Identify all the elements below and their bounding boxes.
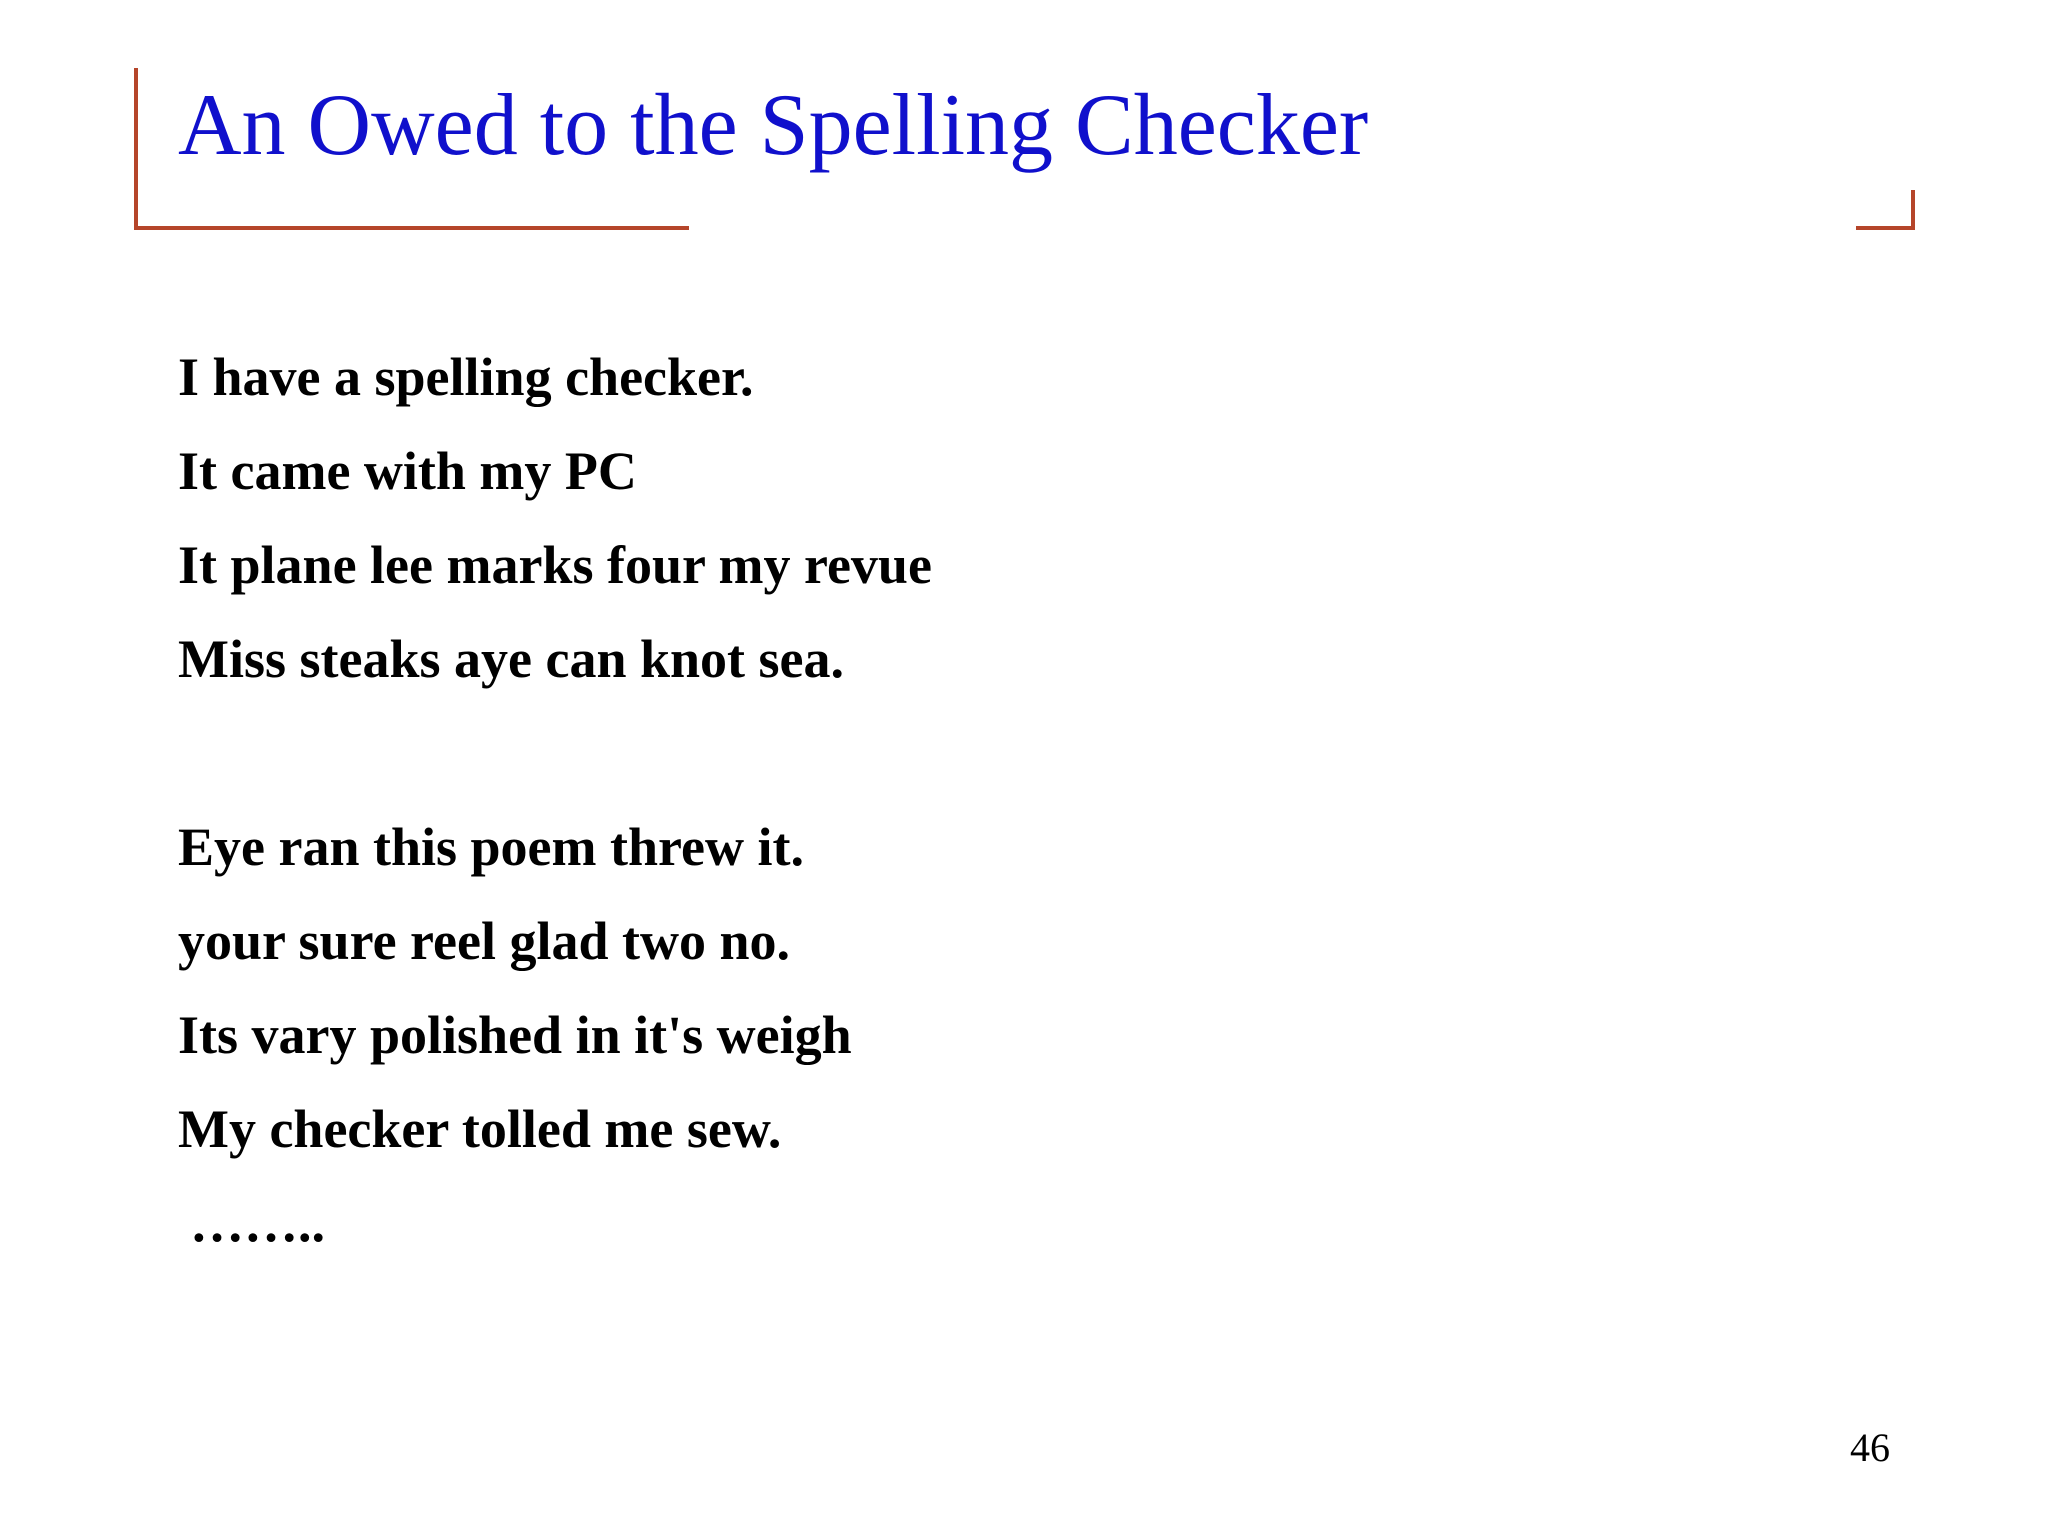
- title-frame-bottom-rule: [134, 226, 689, 230]
- poem-line: It came with my PC: [178, 441, 637, 501]
- poem-line: It plane lee marks four my revue: [178, 535, 932, 595]
- poem-line: I have a spelling checker.: [178, 347, 754, 407]
- poem-continuation-ellipsis: ……..: [190, 1193, 325, 1253]
- page-number: 46: [1850, 1425, 1890, 1470]
- poem-line: Eye ran this poem threw it.: [178, 817, 804, 877]
- stanza-break: [178, 706, 1778, 800]
- title-frame-left-bar: [134, 68, 138, 230]
- poem-line: your sure reel glad two no.: [178, 911, 791, 971]
- poem-line: Miss steaks aye can knot sea.: [178, 629, 845, 689]
- poem-line: Its vary polished in it's weigh: [178, 1005, 852, 1065]
- slide-title: An Owed to the Spelling Checker: [178, 77, 1369, 174]
- title-frame-right-tick: [1911, 190, 1915, 230]
- poem-line: My checker tolled me sew.: [178, 1099, 782, 1159]
- title-frame-right-rule: [1856, 226, 1915, 230]
- poem-body: [178, 330, 1778, 1270]
